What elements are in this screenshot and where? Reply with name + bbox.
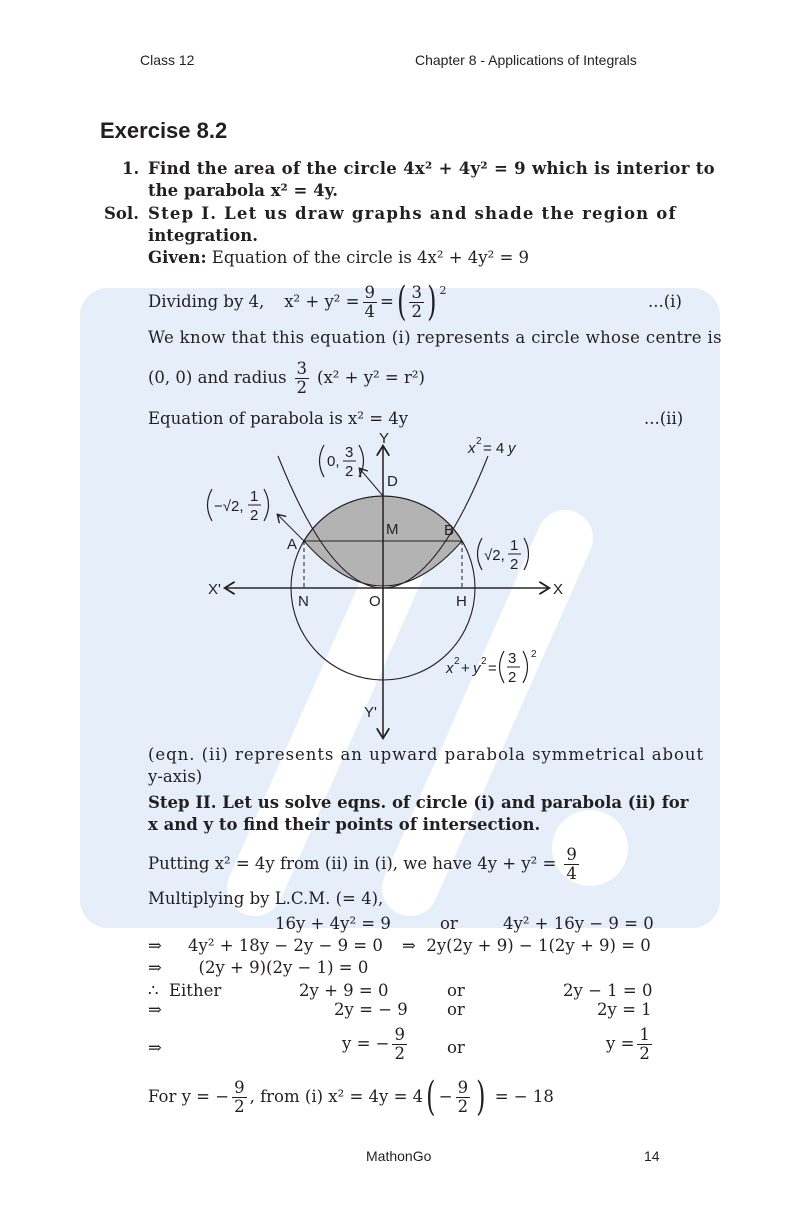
svg-text:x: x [468,440,476,457]
step1-line-1: Step I. Let us draw graphs and shade the region of [148,204,677,223]
eq2-tag: ...(ii) [644,409,684,428]
svg-text:=: = [488,660,497,677]
fraction-1-over-2: $\frac{1}{2}$ [639,1024,650,1063]
row2-left: ⇒ 4y² + 18y − 2y − 9 = 0 [148,936,383,955]
result-text: = − 18 [494,1087,554,1106]
paren-3-over-2-squared: ( $\frac{3}{2}$ ) 2 [396,279,447,325]
point-b-label [478,537,529,573]
row1-left: 16y + 4y² = 9 [275,914,391,933]
row6-or: or [447,1038,465,1057]
label-o: O [369,593,381,610]
svg-text:2: 2 [531,649,537,660]
for-y-line [148,1072,554,1122]
svg-text:y: y [473,660,481,677]
label-y: Y [379,430,390,447]
row2-right: ⇒ 2y(2y + 9) − 1(2y + 9) = 0 [402,936,651,955]
class-label: Class 12 [140,52,195,68]
know-line: We know that this equation (i) represents a circle whose centre is [148,328,722,347]
chapter-label: Chapter 8 - Applications of Integrals [415,52,637,68]
svg-text:1: 1 [250,488,259,505]
exercise-title: Exercise 8.2 [100,118,228,143]
row5-or: or [447,1000,465,1019]
equals-sign: = [380,292,394,311]
svg-text:2: 2 [476,436,482,447]
row6-arrow: ⇒ [148,1038,162,1057]
area-diagram [190,425,590,755]
row4-mid: 2y + 9 = 0 [299,981,389,1000]
paren-minus-9-over-2: ( − $\frac{9}{2}$ ) [426,1074,486,1120]
sol-label: Sol. [104,204,139,223]
given-label: Given: [148,248,207,267]
svg-text:−√2,: −√2, [214,498,244,515]
row4-left: ∴ Either [148,981,222,1000]
point-a-label [208,488,269,524]
step2-line-2: x and y to find their points of intersection. [148,815,541,834]
eqn-note-line-1: (eqn. (ii) represents an upward parabola symmetrical about [148,745,705,764]
fraction-9-over-4-b: $\frac{9}{4}$ [566,844,577,883]
row5-mid: 2y = − 9 [334,1000,408,1019]
label-m: M [386,521,399,538]
parabola-equation: Equation of parabola is x² = 4y [148,409,409,428]
fraction-9-over-4: $\frac{9}{4}$ [364,282,375,321]
given-line [148,247,529,269]
dividing-text: Dividing by 4, [148,292,265,311]
dividing-line [148,280,447,324]
eq1-tag: ...(i) [648,292,682,311]
row5-arrow: ⇒ [148,1000,162,1019]
row5-right: 2y = 1 [597,1000,652,1019]
step1-line-2: integration. [148,226,258,245]
step2-line-1: Step II. Let us solve eqns. of circle (i) and parabola (ii) for [148,793,689,812]
label-y-prime: Y' [364,704,377,721]
svg-text:x: x [446,660,454,677]
row4-or: or [447,981,465,1000]
svg-text:2: 2 [481,656,487,667]
label-d: D [387,473,398,490]
fraction-9-over-2-b: $\frac{9}{2}$ [234,1077,245,1116]
putting-text: Putting x² = 4y from (ii) in (i), we have 4y + y² = [148,854,557,873]
svg-text:2: 2 [345,463,354,480]
row3: ⇒ (2y + 9)(2y − 1) = 0 [148,958,369,977]
svg-text:y: y [508,440,516,457]
centre-text: (0, 0) and radius [148,368,287,387]
multiplying-line: Multiplying by L.C.M. (= 4), [148,889,384,908]
svg-text:3: 3 [345,444,354,461]
svg-text:= 4: = 4 [483,440,505,457]
label-a: A [287,536,298,553]
question-number: 1. [122,159,140,178]
question-line-1: Find the area of the circle 4x² + 4y² = 9 which is interior to [148,159,715,178]
label-x-prime: X' [208,581,221,598]
svg-text:2: 2 [250,507,259,524]
fraction-3-over-2: $\frac{3}{2}$ [296,358,308,397]
svg-text:1: 1 [510,537,519,554]
fraction-9-over-2: $\frac{9}{2}$ [394,1024,405,1063]
eqn-note-line-2: y-axis) [148,767,203,786]
label-h: H [456,593,467,610]
radius-line [148,356,425,400]
row4-right: 2y − 1 = 0 [563,981,653,1000]
row1-right: 4y² + 16y − 9 = 0 [503,914,654,933]
for-y-text: For y = − [148,1087,230,1106]
row1-or: or [440,914,458,933]
putting-line [148,842,582,886]
pointer-d [360,469,383,496]
given-text: Equation of the circle is 4x² + 4y² = 9 [211,248,530,267]
from-i-text: , from (i) x² = 4y = 4 [249,1087,424,1106]
svg-text:2: 2 [454,656,460,667]
radius-formula: (x² + y² = r²) [317,368,425,387]
page-number: 14 [644,1148,660,1164]
circle-label [445,649,537,686]
svg-text:3: 3 [508,650,517,667]
svg-text:√2,: √2, [484,547,505,564]
svg-text:2: 2 [508,669,517,686]
svg-text:0,: 0, [327,453,340,470]
row6-mid: y = − $\frac{9}{2}$ [342,1024,405,1063]
label-x: X [553,581,564,598]
svg-text:+: + [461,660,470,677]
label-n: N [298,593,309,610]
row6-right: y = $\frac{1}{2}$ [606,1024,650,1063]
sum-lhs: x² + y² = [284,292,360,311]
parabola-label [467,436,517,457]
label-b: B [444,522,455,539]
footer-brand: MathonGo [366,1148,432,1164]
question-line-2: the parabola x² = 4y. [148,181,339,200]
point-d-label [320,444,364,480]
svg-text:2: 2 [510,556,519,573]
